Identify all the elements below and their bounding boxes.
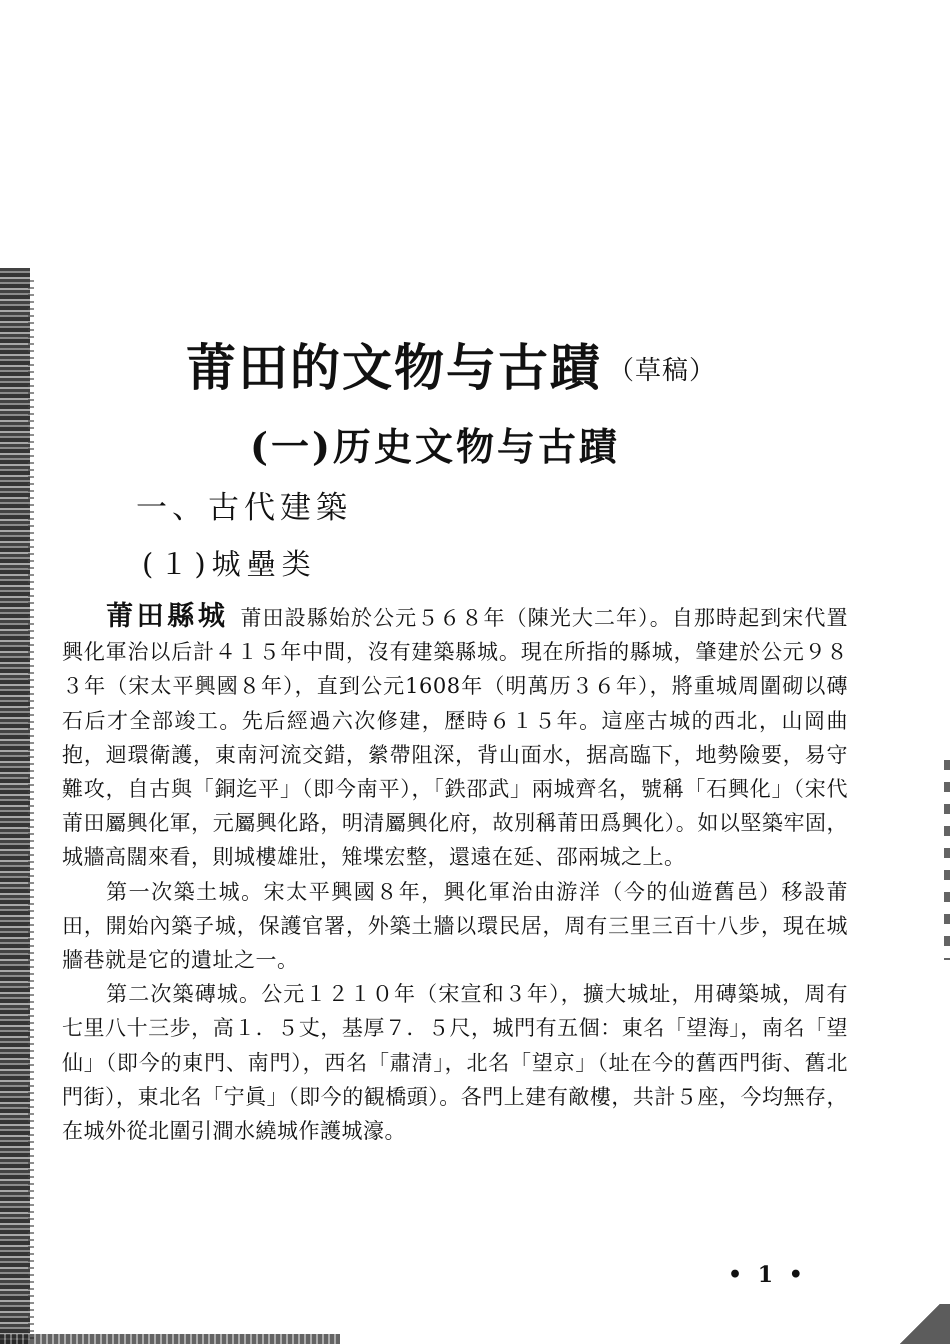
page-title: [186, 338, 716, 401]
subsection-heading: (１)城壘类: [142, 547, 317, 581]
body-text: [62, 600, 848, 1148]
paragraph-text: 莆田設縣始於公元５６８年（陳光大二年）。自那時起到宋代置興化軍治以后計４１５年中間，沒有建築縣城。現在所指的縣城，肇建於公元９８３年（宋太平興國８年），直到公元1608年（明萬历３６年），將重城周圍砌以磚石后才全部竣工。先后經過六次修建，歷時６１５年。這座古城的西北，山岡曲抱，迴環衛護，東南河流交錯，縈帶阻深，背山面水，据高臨下，地勢險要，易守難攻，自古與「銅迄平」（即今南平），「鉄邵武」兩城齊名，號稱「石興化」（宋代莆田屬興化軍，元屬興化路，明清屬興化府，故別稱莆田爲興化）。如以堅築牢固，城牆高闊來看，則城樓雄壯，雉堞宏整，還遠在延、邵兩城之上。: [62, 606, 848, 870]
scan-bottom-edge: [0, 1334, 340, 1344]
paragraph: [62, 875, 848, 978]
chapter-heading: 一、古代建築: [136, 490, 352, 526]
page-number: • 1 •: [728, 1262, 807, 1288]
title-main: 莆田的文物与古蹟: [186, 338, 602, 397]
scan-corner-mark: [890, 1304, 950, 1344]
paragraph-text: 第一次築土城。宋太平興國８年，興化軍治由游洋（今的仙遊舊邑）移設莆田，開始內築子城，保護官署，外築土牆以環民居，周有三里三百十八步，現在城牆巷就是它的遺址之一。: [62, 879, 848, 973]
paragraph-lead: 莆田縣城: [106, 601, 229, 632]
scan-binding-edge: [0, 268, 30, 1344]
section-heading: (一)历史文物与古蹟: [250, 424, 620, 469]
scan-binding-shadow: [28, 280, 34, 1344]
paragraph: [62, 977, 848, 1148]
paragraph: [62, 600, 848, 875]
scan-right-edge: [944, 760, 950, 960]
title-subtitle: （草稿）: [608, 356, 717, 386]
paragraph-text: 第二次築磚城。公元１２１０年（宋宣和３年），擴大城址，用磚築城，周有七里八十三步，高１．５丈，基厚７．５尺，城門有五個：東名「望海」，南名「望仙」（即今的東門、南門），西名「肅清」，北名「望京」（址在今的舊西門街、舊北門街），東北名「宁眞」（即今的観橋頭）。各門上建有敵樓，共計５座，今均無存，在城外從北圍引澗水繞城作護城濠。: [62, 982, 848, 1144]
